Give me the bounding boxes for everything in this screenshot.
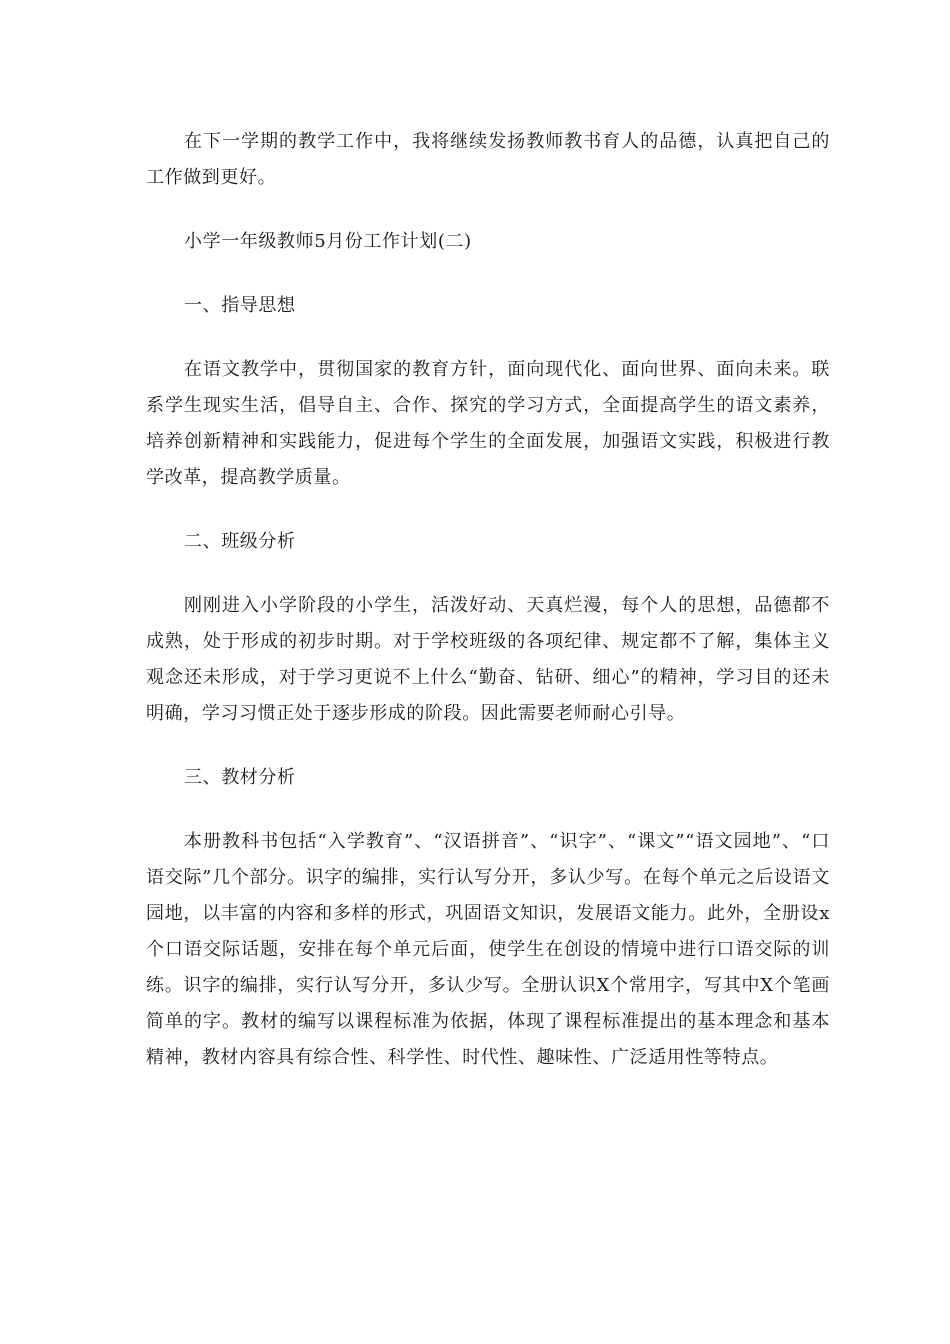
document-title: 小学一年级教师5月份工作计划(二) bbox=[184, 231, 472, 252]
section-heading-guiding-thought: 一、指导思想 bbox=[184, 295, 296, 316]
section-body-textbook-analysis: 本册教科书包括“入学教育”、“汉语拼音”、“识字”、“课文”“语文园地”、“口语交际”几个部分。识字的编排，实行认写分开，多认少写。在每个单元之后设语文园地，以丰富的内容和多样的形式，巩固语文知识，发展语文能力。此外，全册设x个口语交际话题，安排在每个单元后面，使学生在创设的情境中进行口语交际的训练。识字的编排，实行认写分开，多认少写。全册认识X个常用字，写其中X个笔画简单的字。教材的编写以课程标准为依据，体现了课程标准提出的基本理念和基本精神，教材内容具有综合性、科学性、时代性、趣味性、广泛适用性等特点。 bbox=[146, 831, 830, 1068]
section-body-class-analysis: 刚刚进入小学阶段的小学生，活泼好动、天真烂漫，每个人的思想，品德都不成熟，处于形成的初步时期。对于学校班级的各项纪律、规定都不了解，集体主义观念还未形成，对于学习更说不上什么“勤奋、钻研、细心”的精神，学习目的还未明确，学习习惯正处于逐步形成的阶段。因此需要老师耐心引导。 bbox=[146, 595, 830, 724]
section-heading-class-analysis: 二、班级分析 bbox=[184, 531, 296, 552]
intro-paragraph: 在下一学期的教学工作中，我将继续发扬教师教书育人的品德，认真把自己的工作做到更好。 bbox=[146, 131, 830, 188]
section-body-guiding-thought: 在语文教学中，贯彻国家的教育方针，面向现代化、面向世界、面向未来。联系学生现实生活，倡导自主、合作、探究的学习方式，全面提高学生的语文素养，培养创新精神和实践能力，促进每个学生的全面发展，加强语文实践，积极进行教学改革，提高教学质量。 bbox=[146, 359, 830, 488]
section-heading-textbook-analysis: 三、教材分析 bbox=[184, 767, 296, 788]
document-page bbox=[146, 124, 830, 1076]
